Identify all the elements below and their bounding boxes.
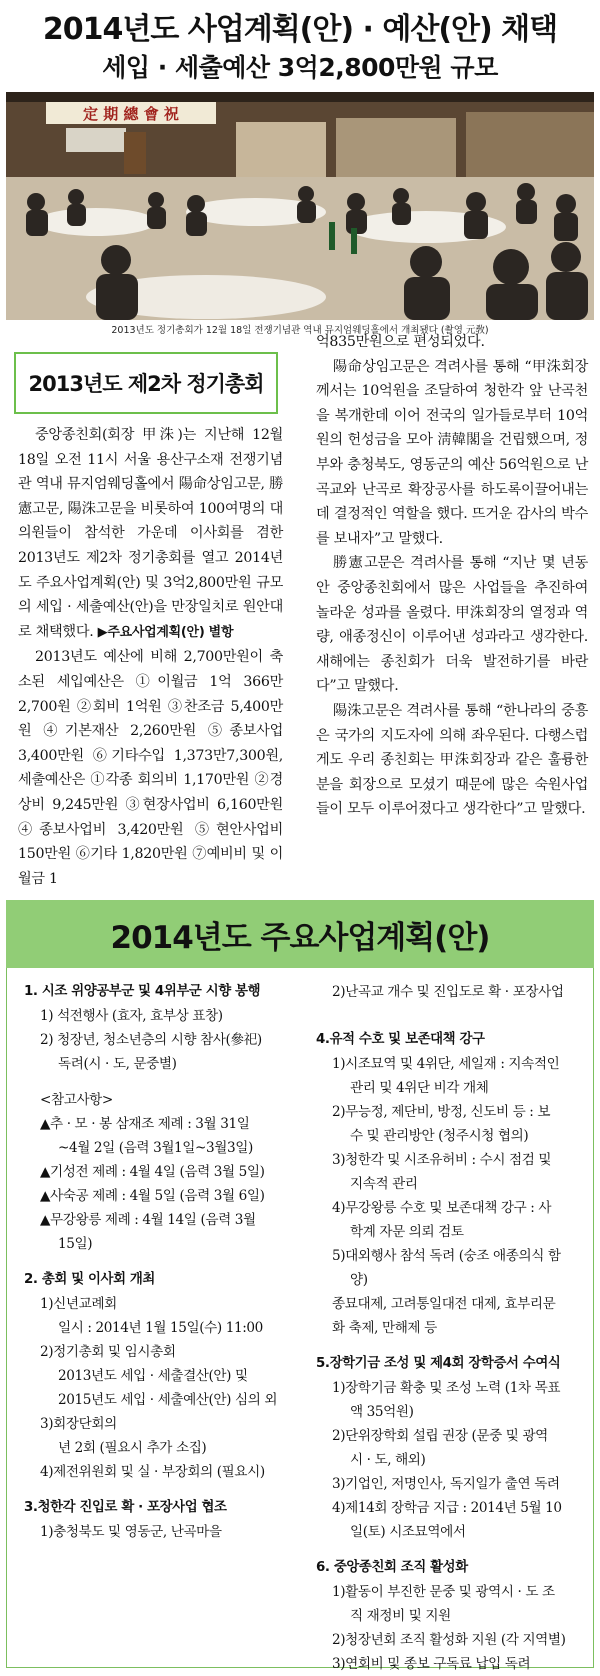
plan-item: 3)회장단회의: [40, 1416, 117, 1432]
plan-section-heading: 1. 시조 위양공부군 및 4위부군 시향 봉행: [24, 984, 261, 999]
plan-item: 1)시조묘역 및 4위단, 세일재 : 지속적인: [332, 1056, 560, 1072]
subheadline: 세입 · 세출예산 3억2,800만원 규모: [102, 53, 498, 82]
plan-item: 1)장학기금 확충 및 조성 노력 (1차 목표: [332, 1380, 561, 1396]
plan-item: 일(토) 시조묘역에서: [350, 1524, 466, 1540]
plan-section-heading: 2. 총회 및 이사회 개최: [24, 1272, 155, 1287]
plan-item: 1) 석전행사 (효자, 효부상 표창): [40, 1008, 223, 1024]
reference-item: ▲기성전 제례 : 4월 4일 (음력 3월 5일): [40, 1164, 265, 1180]
plan-item: 4)무강왕릉 수호 및 보존대책 강구 : 사: [332, 1200, 552, 1216]
article-right-column: [316, 330, 588, 822]
plan-item: 년 2회 (필요시 추가 소집): [58, 1440, 207, 1456]
plan-item: 2015년도 세입 · 세출예산(안) 심의 외: [58, 1392, 278, 1408]
reference-item: ▲사숙공 제례 : 4월 5일 (음력 3월 6일): [40, 1188, 265, 1204]
plan-right-column: [316, 980, 588, 1676]
plan-item: 3)연회비 및 종보 구독료 납입 독려: [332, 1656, 531, 1672]
plan-item: 3)청한각 및 시조유허비 : 수시 점검 및: [332, 1152, 552, 1168]
plan-item: 독려(시 · 도, 문중별): [58, 1056, 177, 1072]
plan-item: 5)대외행사 참석 독려 (숭조 애종의식 함: [332, 1248, 561, 1264]
reference-item: ▲무강왕릉 제례 : 4월 14일 (음력 3월: [40, 1212, 256, 1228]
cross-reference: ▶주요사업계획(안) 별항: [97, 624, 234, 640]
plan-item: 시 · 도, 해외): [350, 1452, 426, 1468]
plan-section-heading: 4.유적 수호 및 보존대책 강구: [316, 1032, 485, 1047]
article-left-column: [18, 423, 283, 891]
article-paragraph: 陽命상임고문은 격려사를 통해 “甲洙회장께서는 10억원을 조달하여 청한각 앞 난곡천을 복개한데 이어 전국의 일가들로부터 10억원의 헌성금을 모아 淸韓閣을 건립했으며, 정부와 충청북도, 영동군의 예산 56억원으로 난곡교와 난곡로 확장공사를 하도록이끌어내는데 결정적인 역할을 했다. 뜨거운 감사의 박수를 보내자”고 말했다.: [316, 358, 588, 547]
headline: 2014년도 사업계획(안) · 예산(안) 채택: [42, 12, 558, 47]
plan-item: 2)청장년회 조직 활성화 지원 (각 지역별): [332, 1632, 566, 1648]
photo-caption: 2013년도 정기총회가 12월 18일 전쟁기념관 역내 뮤지엄웨딩홀에서 개최됐다 (촬영 元敎): [111, 325, 489, 336]
article-paragraph: 陽洙고문은 격려사를 통해 “한나라의 중흥은 국가의 지도자에 의해 좌우된다. 다행스럽게도 우리 종친회는 甲洙회장과 같은 훌륭한 분을 회장으로 모셨기 때문에 많은 숙원사업들이 모두 이루어졌다고 생각한다”고 말했다.: [316, 702, 588, 818]
plan-item: 액 35억원): [350, 1404, 414, 1420]
plan-title-banner: [6, 900, 594, 968]
plan-item: 종묘대제, 고려통일대전 대제, 효부리문: [332, 1296, 556, 1312]
reference-item: ~4월 2일 (음력 3월1일~3월3일): [58, 1140, 253, 1156]
plan-item: 수 및 관리방안 (청주시청 협의): [350, 1128, 529, 1144]
article-paragraph: 중앙종친회(회장 甲洙)는 지난해 12월 18일 오전 11시 서울 용산구소재 전쟁기념관 역내 뮤지엄웨딩홀에서 陽命상임고문, 勝憲고문, 陽洙고문을 비롯하여 100여명의 대의원들이 참석한 가운데 이사회를 겸한 2013년도 제2차 정기총회를 열고 2014년도 주요사업계획(안) 및 3억2,800만원 규모의 세입 · 세출예산(안)을 만장일치로 원안대로 채택했다. ▶주요사업계획(안) 별항: [18, 427, 283, 640]
plan-section-heading: 5.장학기금 조성 및 제4회 장학증서 수여식: [316, 1356, 561, 1371]
plan-item: 양): [350, 1272, 368, 1288]
plan-section-heading: 6. 중앙종친회 조직 활성화: [316, 1560, 468, 1575]
plan-item: 화 축제, 만해제 등: [332, 1320, 437, 1336]
plan-item: 2) 청장년, 청소년층의 시향 참사(參祀): [40, 1032, 262, 1048]
meeting-photo-illustration: [6, 92, 594, 320]
plan-item: 4)제14회 장학금 지급 : 2014년 5월 10: [332, 1500, 562, 1516]
reference-item: ▲추 · 모 · 봉 삼재조 제례 : 3월 31일: [40, 1116, 250, 1132]
banner-text: 定 期 總 會 祝: [83, 105, 179, 123]
plan-item: 1)신년교례회: [40, 1296, 117, 1312]
plan-item: 2)난곡교 개수 및 진입도로 확 · 포장사업: [332, 984, 564, 1000]
meeting-title-box: [14, 352, 278, 414]
meeting-photo: [6, 92, 594, 320]
reference-heading: <참고사항>: [40, 1092, 113, 1108]
plan-item: 2)단위장학회 설립 권장 (문중 및 광역: [332, 1428, 548, 1444]
plan-item: 지속적 관리: [350, 1176, 418, 1192]
article-paragraph: 2013년도 예산에 비해 2,700만원이 축소된 세입예산은 ①이월금 1억 366만2,700원 ②회비 1억원 ③찬조금 5,400만원 ④기본재산 2,260만원 ⑤종보사업3,400만원 ⑥기타수입 1,373만7,300원, 세출예산은 ①각종 회의비 1,170만원 ②경상비 9,245만원 ③현장사업비 6,160만원 ④종보사업비 3,420만원 ⑤현안사업비 150만원 ⑥기타 1,820만원 ⑦예비비 및 이월금 1: [18, 649, 283, 887]
plan-item: 1)활동이 부진한 문중 및 광역시 · 도 조: [332, 1584, 555, 1600]
article-paragraph: 억835만원으로 편성되었다.: [316, 334, 485, 350]
article-paragraph: 勝憲고문은 격려사를 통해 “지난 몇 년동안 중앙종친회에서 많은 사업들을 추진하여 놀라운 성과를 올렸다. 甲洙회장의 열정과 역량, 애종정신이 이루어낸 성과라고 생각한다. 새해에는 종친회가 더욱 발전하기를 바란다”고 말했다.: [316, 555, 588, 695]
plan-left-column: [24, 980, 296, 1544]
plan-item: 학계 자문 의뢰 검토: [350, 1224, 464, 1240]
plan-item: 2)정기총회 및 임시총회: [40, 1344, 176, 1360]
plan-item: 직 재정비 및 지원: [350, 1608, 451, 1624]
plan-item: 일시 : 2014년 1월 15일(수) 11:00: [58, 1320, 263, 1336]
plan-item: 4)제전위원회 및 실 · 부장회의 (필요시): [40, 1464, 265, 1480]
reference-item: 15일): [58, 1236, 93, 1252]
plan-title: 2014년도 주요사업계획(안): [110, 919, 490, 956]
plan-item: 1)충청북도 및 영동군, 난곡마을: [40, 1524, 222, 1540]
meeting-title: 2013년도 제2차 정기총회: [28, 372, 264, 396]
plan-item: 2013년도 세입 · 세출결산(안) 및: [58, 1368, 248, 1384]
plan-item: 관리 및 4위단 비각 개체: [350, 1080, 489, 1096]
plan-section-heading: 3.청한각 진입로 확 · 포장사업 협조: [24, 1500, 227, 1515]
plan-item: 3)기업인, 저명인사, 독지일가 출연 독려: [332, 1476, 560, 1492]
plan-item: 2)무능정, 제단비, 방정, 신도비 등 : 보: [332, 1104, 551, 1120]
